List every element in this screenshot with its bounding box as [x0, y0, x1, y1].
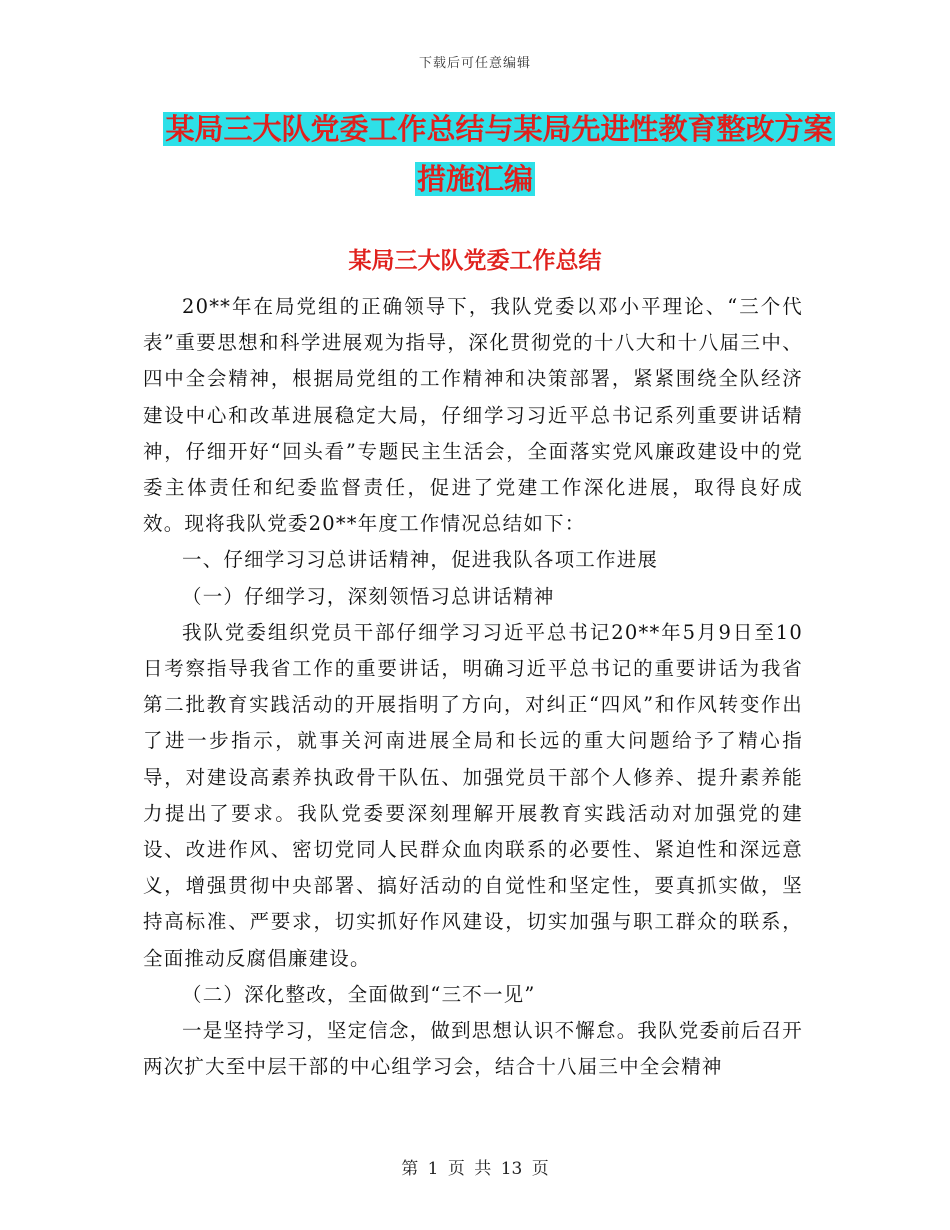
subheading-two: （二）深化整改，全面做到“三不一见” — [182, 982, 536, 1006]
subheading-one: （一）仔细学习，深刻领悟习总讲话精神 — [182, 584, 555, 608]
page-number-footer: 第 1 页 共 13 页 — [401, 1159, 549, 1179]
paragraph-intro: 20**年在局党组的正确领导下，我队党委以邓小平理论、“三个代表”重要思想和科学进展观为指导，深化贯彻党的十八大和十八届三中、四中全会精神，根据局党组的工作精神和决策部署，紧紧围绕全队经济建设中心和改革进展稳定大局，仔细学习习近平总书记系列重要讲话精神，仔细开好“回头看”专题民主生活会，全面落实党风廉政建设中的党委主体责任和纪委监督责任，促进了党建工作深化进展，取得良好成效。现将我队党委20**年度工作情况总结如下： — [143, 295, 803, 536]
section-title: 某局三大队党委工作总结 — [348, 248, 602, 274]
heading-part-one: 一、仔细学习习总讲话精神，促进我队各项工作进展 — [182, 548, 659, 572]
paragraph-rectification: 一是坚持学习，坚定信念，做到思想认识不懈怠。我队党委前后召开两次扩大至中层干部的中心组学习会，结合十八届三中全会精神 — [143, 1019, 804, 1079]
document-title-line-1: 某局三大队党委工作总结与某局先进性教育整改方案 — [165, 112, 833, 146]
paragraph-study: 我队党委组织党员干部仔细学习习近平总书记20**年5月9日至10日考察指导我省工作的重要讲话，明确习近平总书记的重要讲话为我省第二批教育实践活动的开展指明了方向，对纠正“四风”和作风转变作出了进一步指示，就事关河南进展全局和长远的重大问题给予了精心指导，对建设高素养执政骨干队伍、加强党员干部个人修养、提升素养能力提出了要求。我队党委要深刻理解开展教育实践活动对加强党的建设、改进作风、密切党同人民群众血肉联系的必要性、紧迫性和深远意义，增强贯彻中央部署、搞好活动的自觉性和坚定性，要真抓实做，坚持高标准、严要求，切实抓好作风建设，切实加强与职工群众的联系，全面推动反腐倡廉建设。 — [143, 620, 803, 970]
document-title — [0, 104, 950, 204]
document-body — [143, 289, 803, 1085]
header-note: 下载后可任意编辑 — [418, 56, 531, 71]
document-title-line-2: 措施汇编 — [416, 162, 533, 196]
